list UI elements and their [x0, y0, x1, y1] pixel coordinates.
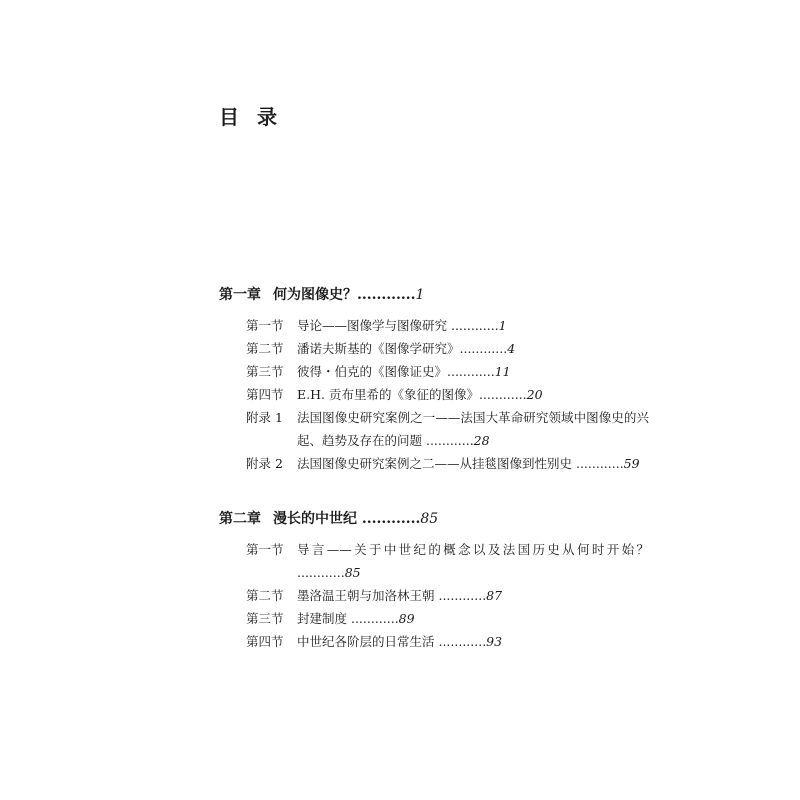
section-page-number: 20: [526, 387, 543, 402]
page-title: [219, 101, 277, 130]
chapter-leader-dots: ............: [357, 511, 421, 527]
toc-entry[interactable]: [246, 360, 649, 383]
section-leader-dots: ............: [459, 341, 508, 356]
chapter-leader-dots: ............: [357, 287, 416, 303]
toc-entry[interactable]: [246, 584, 649, 607]
section-title: 潘诺夫斯基的《图像学研究》: [297, 341, 460, 356]
section-number: 第四节: [246, 634, 284, 649]
table-of-contents: [219, 282, 649, 653]
section-title: E.H. 贡布里希的《象征的图像》: [297, 387, 479, 402]
section-page-number: 87: [486, 588, 503, 603]
section-title: 中世纪各阶层的日常生活: [297, 634, 435, 649]
chapter-number: 第二章: [219, 511, 261, 527]
section-page-number: 59: [623, 456, 640, 471]
section-leader-dots: ............: [422, 433, 474, 448]
section-title: 导言——关于中世纪的概念以及法国历史从何时开始？: [297, 542, 649, 557]
section-title: 墨洛温王朝与加洛林王朝: [297, 588, 435, 603]
section-title: 导论——图像学与图像研究: [297, 318, 448, 333]
section-page-number: 11: [494, 364, 511, 379]
section-number: 第三节: [246, 611, 284, 626]
toc-entry[interactable]: [246, 452, 649, 475]
title-char-1: 目: [219, 105, 239, 129]
toc-entry[interactable]: [246, 607, 649, 630]
chapter-spacer: [219, 475, 649, 506]
section-number: 第二节: [246, 341, 284, 356]
section-number: 第四节: [246, 387, 284, 402]
section-leader-dots: ............: [572, 456, 624, 471]
chapter-title: 漫长的中世纪: [273, 511, 357, 527]
section-title: 封建制度: [297, 611, 348, 626]
section-leader-dots: ............: [434, 588, 487, 603]
toc-entry[interactable]: [246, 538, 649, 584]
chapter-2-heading[interactable]: [219, 506, 649, 532]
section-number: 第三节: [246, 364, 284, 379]
section-leader-dots: ............: [447, 318, 499, 333]
section-title: 法国图像史研究案例之二——从挂毯图像到性别史: [297, 456, 573, 471]
section-page-number: 89: [398, 611, 415, 626]
section-leader-dots: ............: [434, 634, 487, 649]
section-page-number: 1: [498, 318, 507, 333]
section-leader-dots: ............: [347, 611, 399, 626]
section-number: 第二节: [246, 588, 284, 603]
section-page-number: 85: [344, 565, 361, 580]
chapter-number: 第一章: [219, 287, 261, 303]
section-page-number: 28: [473, 433, 490, 448]
chapter-title: 何为图像史？: [273, 287, 357, 303]
toc-entry[interactable]: [246, 630, 649, 653]
section-page-number: 4: [507, 341, 516, 356]
section-number: 第一节: [246, 318, 284, 333]
title-char-2: 录: [257, 105, 277, 129]
chapter-2-sections: [219, 538, 649, 653]
toc-entry[interactable]: [246, 314, 649, 337]
toc-entry[interactable]: [246, 337, 649, 360]
chapter-1-sections: [219, 314, 649, 475]
section-leader-dots: ............: [447, 364, 495, 379]
chapter-1-heading[interactable]: [219, 282, 649, 308]
chapter-page-number: 85: [420, 511, 439, 527]
section-page-number: 93: [486, 634, 503, 649]
section-title: 法国图像史研究案例之一——法国大革命研究领域中图像史的兴起、趋势及存在的问题: [297, 410, 649, 448]
section-number: 附录 2: [246, 456, 283, 471]
section-number: 附录 1: [246, 410, 283, 425]
toc-entry[interactable]: [246, 406, 649, 452]
section-leader-dots: ............: [478, 387, 527, 402]
section-title: 彼得・伯克的《图像证史》: [297, 364, 448, 379]
section-leader-dots: ............: [297, 565, 345, 580]
toc-entry[interactable]: [246, 383, 649, 406]
section-number: 第一节: [246, 542, 284, 557]
chapter-page-number: 1: [415, 287, 425, 303]
